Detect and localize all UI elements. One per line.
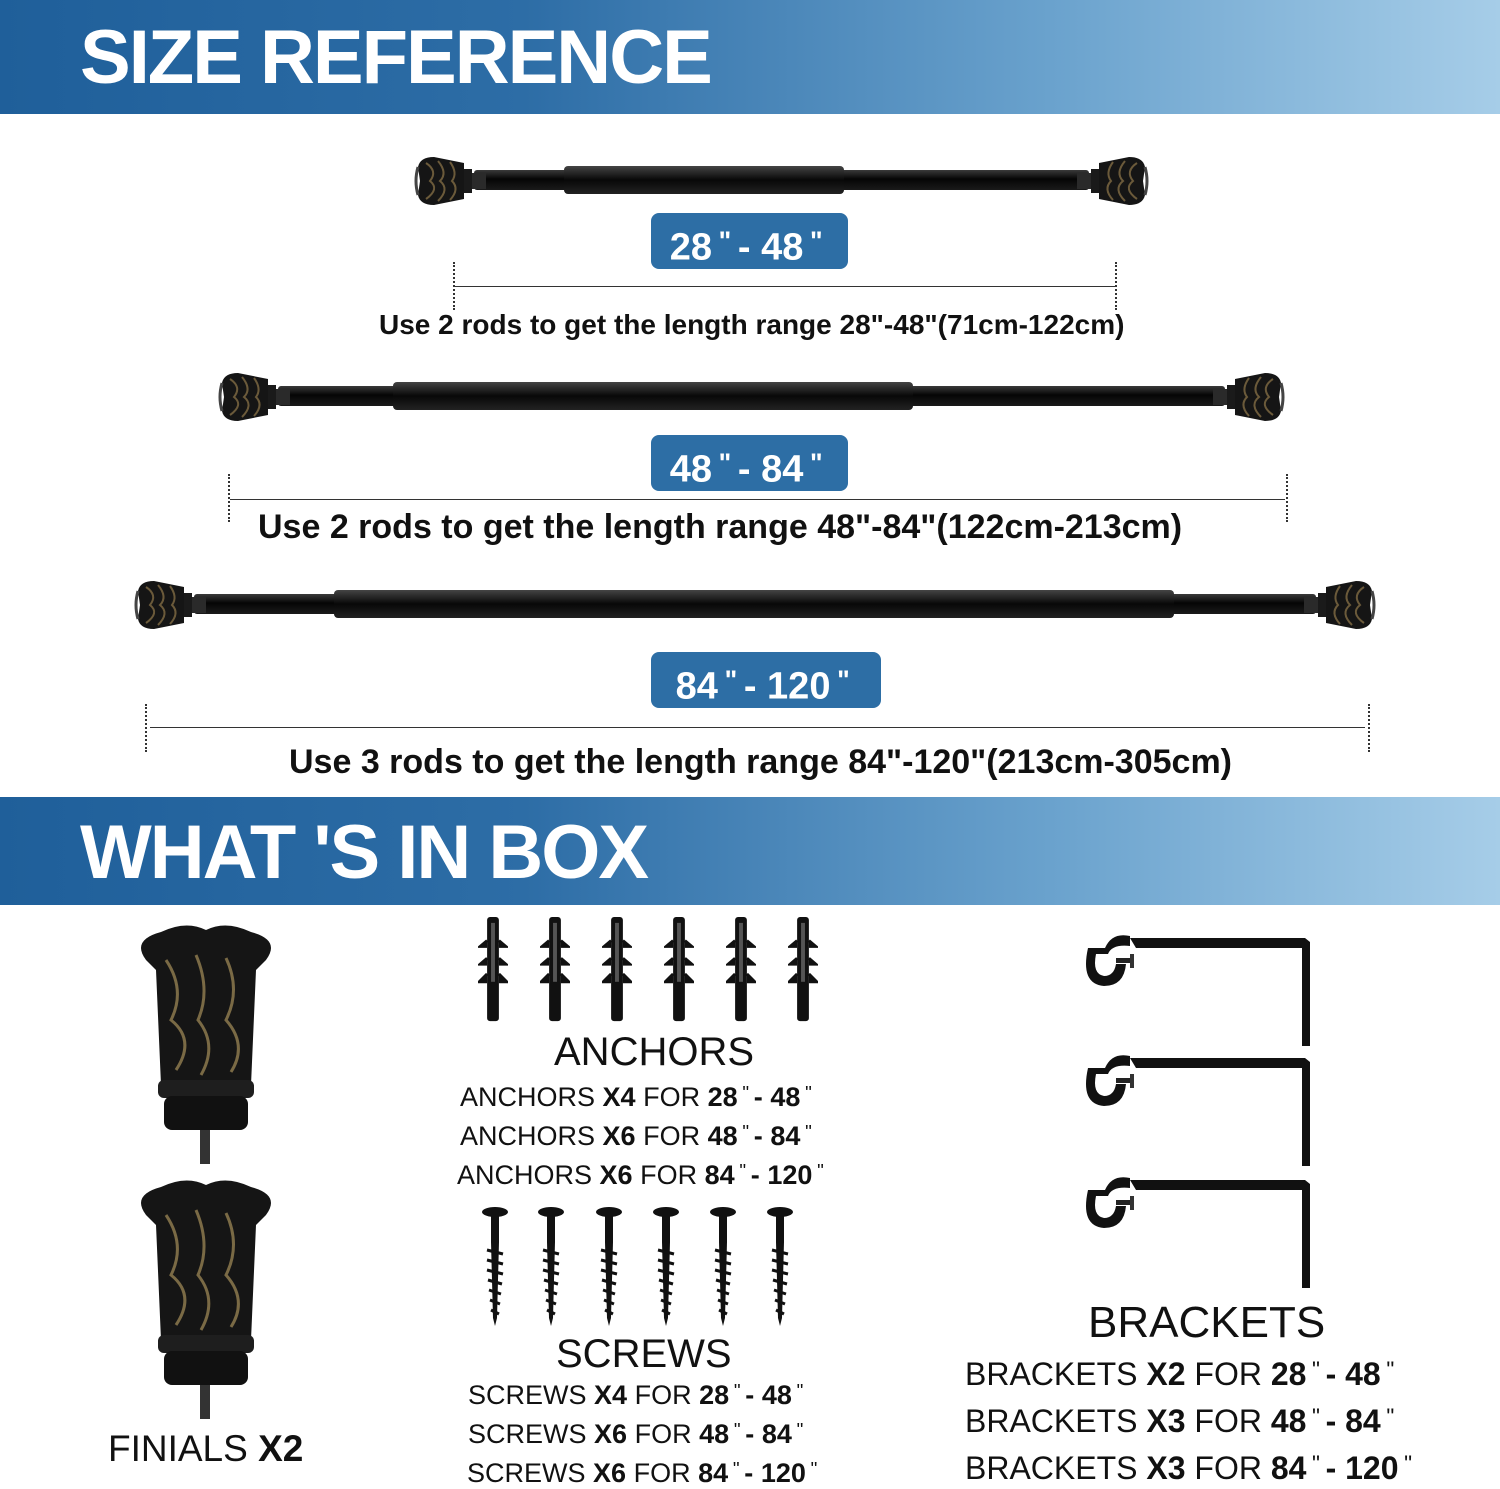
range-caption-3: Use 3 rods to get the length range 84"-120"(213cm-305cm) — [289, 743, 1233, 781]
measure-tick-right — [1115, 262, 1117, 310]
rod-inner-tube — [564, 166, 844, 194]
rod-inner-tube — [393, 382, 913, 410]
screw-icon — [765, 1205, 795, 1327]
whats-in-box-title: WHAT 'S IN BOX — [80, 810, 648, 895]
measure-line — [230, 499, 1285, 500]
finial-icon — [1304, 577, 1376, 633]
anchors-spec-line: ANCHORS X6 FOR 48 " - 84 " — [460, 1121, 812, 1151]
screw-icon — [480, 1205, 510, 1327]
screws-spec-line: SCREWS X4 FOR 28 " - 48 " — [468, 1380, 804, 1410]
range-caption-1: Use 2 rods to get the length range 28"-48"(71cm-122cm) — [379, 309, 1125, 340]
measure-tick-left — [145, 704, 147, 752]
screw-icon — [594, 1205, 624, 1327]
bracket-icon — [1050, 1048, 1320, 1168]
measure-line — [455, 286, 1115, 287]
measure-tick-left — [228, 474, 230, 522]
finials-label: FINIALS X2 — [108, 1428, 304, 1469]
finial-icon — [1077, 153, 1149, 209]
finial-icon — [414, 153, 486, 209]
length-badge-2: 48 " - 84 " — [651, 435, 848, 491]
bracket-icon — [1050, 1170, 1320, 1290]
rod-inner-tube — [334, 590, 1174, 618]
anchor-icon — [540, 917, 570, 1025]
anchor-icon — [788, 917, 818, 1025]
measure-tick-right — [1368, 704, 1370, 752]
finial-icon — [218, 369, 290, 425]
screw-icon — [536, 1205, 566, 1327]
anchors-spec-line: ANCHORS X6 FOR 84 " - 120 " — [457, 1160, 824, 1190]
whats-in-box-banner — [0, 797, 1500, 905]
finial-large-icon — [126, 920, 286, 1165]
finial-large-icon — [126, 1175, 286, 1420]
finial-icon — [134, 577, 206, 633]
brackets-spec-line: BRACKETS X3 FOR 48 " - 84 " — [965, 1403, 1395, 1439]
curtain-rod-short — [414, 153, 1149, 209]
anchors-spec-line: ANCHORS X4 FOR 28 " - 48 " — [460, 1082, 812, 1112]
screws-row — [480, 1205, 820, 1330]
anchors-title: ANCHORS — [554, 1030, 755, 1074]
screw-icon — [651, 1205, 681, 1327]
range-caption-2: Use 2 rods to get the length range 48"-84"(122cm-213cm) — [258, 508, 1183, 546]
curtain-rod-long — [134, 577, 1376, 633]
anchor-icon — [478, 917, 508, 1025]
brackets-title: BRACKETS — [1088, 1298, 1326, 1347]
length-badge-3: 84 " - 120 " — [651, 652, 881, 708]
curtain-rod-medium — [218, 369, 1285, 425]
size-reference-banner — [0, 0, 1500, 114]
screws-spec-line: SCREWS X6 FOR 84 " - 120 " — [467, 1458, 818, 1488]
measure-tick-right — [1286, 474, 1288, 522]
brackets-spec-line: BRACKETS X3 FOR 84 " - 120 " — [965, 1450, 1413, 1486]
anchors-row — [478, 917, 828, 1027]
bracket-icon — [1050, 928, 1320, 1048]
finial-icon — [1213, 369, 1285, 425]
size-reference-title: SIZE REFERENCE — [80, 15, 711, 100]
measure-line — [150, 727, 1365, 728]
anchor-icon — [602, 917, 632, 1025]
screw-icon — [708, 1205, 738, 1327]
anchor-icon — [664, 917, 694, 1025]
anchor-icon — [726, 917, 756, 1025]
length-badge-1: 28 " - 48 " — [651, 213, 848, 269]
screws-spec-line: SCREWS X6 FOR 48 " - 84 " — [468, 1419, 804, 1449]
brackets-spec-line: BRACKETS X2 FOR 28 " - 48 " — [965, 1356, 1395, 1392]
screws-title: SCREWS — [556, 1332, 732, 1376]
